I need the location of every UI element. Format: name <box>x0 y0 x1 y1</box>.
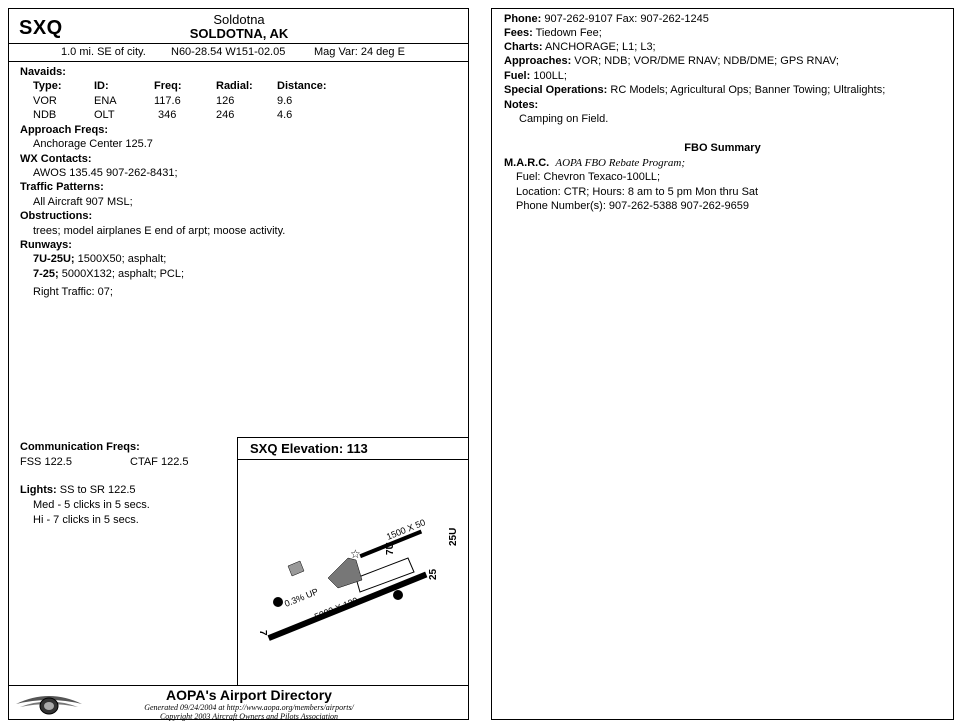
traffic-value: All Aircraft 907 MSL; <box>33 196 133 208</box>
approaches-value: VOR; NDB; VOR/DME RNAV; NDB/DME; GPS RNAV; <box>571 55 839 67</box>
special-ops-line <box>504 84 885 97</box>
fbo-program: AOPA FBO Rebate Program; <box>555 157 685 169</box>
fbo-name-line <box>504 157 685 170</box>
navaids-col-id: ID: <box>94 80 109 92</box>
approach-title: Approach Freqs: <box>20 124 109 136</box>
page-header <box>9 9 468 44</box>
fuel-value: 100LL; <box>530 70 567 82</box>
navaid-id: ENA <box>94 95 117 107</box>
small-runway-right-label: 25U <box>448 527 459 546</box>
charts-value: ANCHORAGE; L1; L3; <box>542 41 656 53</box>
runway-desc: 1500X50; asphalt; <box>74 253 167 265</box>
approach-value: Anchorage Center 125.7 <box>33 138 153 150</box>
navaid-freq: 346 <box>158 109 177 121</box>
phone-line <box>504 13 709 26</box>
navaids-col-type: Type: <box>33 80 62 92</box>
footer-generated: Generated 09/24/2004 at http://www.aopa.org/members/airports/ <box>144 703 354 712</box>
fbo-name: M.A.R.C. <box>504 157 550 169</box>
apron-outline <box>356 558 414 592</box>
fbo-fuel: Fuel: Chevron Texaco-100LL; <box>516 171 661 183</box>
right-traffic: Right Traffic: 07; <box>33 286 113 298</box>
charts-label: Charts: <box>504 41 543 53</box>
fees-line <box>504 27 602 40</box>
lights-med: Med - 5 clicks in 5 secs. <box>33 499 150 511</box>
navaid-freq: 117.6 <box>154 95 181 107</box>
main-runway-left-label: 7 <box>257 630 268 636</box>
runway-id: 7-25; <box>33 268 59 280</box>
special-ops-value: RC Models; Agricultural Ops; Banner Towing; Ultralights; <box>607 84 886 96</box>
airport-details-page <box>491 8 954 720</box>
small-runway-left-label: 7U <box>385 542 396 555</box>
obstructions-title: Obstructions: <box>20 210 93 222</box>
city-name: Soldotna <box>213 12 265 27</box>
fees-label: Fees: <box>504 27 533 39</box>
displaced-label: 0.3% UP <box>283 586 320 609</box>
notes-value: Camping on Field. <box>519 113 609 125</box>
navaid-radial: 246 <box>216 109 235 121</box>
terminal-building <box>328 558 362 588</box>
airport-diagram <box>238 460 468 685</box>
fuel-label: Fuel: <box>504 70 531 82</box>
city-state: SOLDOTNA, AK <box>189 26 289 41</box>
navaids-title: Navaids: <box>20 66 66 78</box>
lights-value: SS to SR 122.5 <box>56 484 136 496</box>
navaids-col-distance: Distance: <box>277 80 327 92</box>
ctaf-freq: CTAF 122.5 <box>130 456 189 468</box>
wx-value: AWOS 135.45 907-262-8431; <box>33 167 178 179</box>
airport-info-page <box>8 8 469 720</box>
location-line <box>9 44 468 62</box>
runway-id: 7U-25U; <box>33 253 75 265</box>
charts-line <box>504 41 656 54</box>
hangar-building <box>288 561 304 576</box>
fbo-location: Location: CTR; Hours: 8 am to 5 pm Mon thru Sat <box>516 186 759 198</box>
main-runway-dims: 5000 X 130 <box>313 595 360 622</box>
navaid-distance: 4.6 <box>277 109 293 121</box>
fbo-phone: Phone Number(s): 907-262-5388 907-262-9659 <box>516 200 749 212</box>
approaches-line <box>504 55 839 68</box>
fuel-line <box>504 70 567 83</box>
obstructions-value: trees; model airplanes E end of arpt; moose activity. <box>33 225 286 237</box>
fss-freq: FSS 122.5 <box>20 456 72 468</box>
coordinates: N60-28.54 W151-02.05 <box>171 46 286 58</box>
navaids-col-radial: Radial: <box>216 80 253 92</box>
runway-item <box>33 253 166 266</box>
notes-label: Notes: <box>504 99 539 111</box>
navaid-type: VOR <box>33 95 57 107</box>
navaid-id: OLT <box>94 109 115 121</box>
approaches-label: Approaches: <box>504 55 572 67</box>
footer-title: AOPA's Airport Directory <box>166 687 332 703</box>
wx-title: WX Contacts: <box>20 153 92 165</box>
fees-value: Tiedown Fee; <box>532 27 602 39</box>
phone-value: 907-262-9107 Fax: 907-262-1245 <box>541 13 709 25</box>
small-runway-dims: 1500 X 50 <box>385 517 427 542</box>
comm-title: Communication Freqs: <box>20 441 140 453</box>
traffic-title: Traffic Patterns: <box>20 181 104 193</box>
divider <box>237 437 468 438</box>
lights-label: Lights: <box>20 484 57 496</box>
beacon-icon: ☆ <box>350 547 361 561</box>
runway-desc: 5000X132; asphalt; PCL; <box>58 268 185 280</box>
fbo-summary-title: FBO Summary <box>684 142 761 154</box>
lights-line <box>20 484 136 497</box>
runways-title: Runways: <box>20 239 72 251</box>
main-runway-right-label: 25 <box>428 568 439 580</box>
lights-hi: Hi - 7 clicks in 5 secs. <box>33 514 139 526</box>
navaid-type: NDB <box>33 109 57 121</box>
navaid-radial: 126 <box>216 95 235 107</box>
arrow-right-icon <box>393 590 403 600</box>
mag-var: Mag Var: 24 deg E <box>314 46 405 58</box>
airport-code: SXQ <box>19 17 63 39</box>
footer-copyright: Copyright 2003 Aircraft Owners and Pilots Association <box>159 712 339 721</box>
arrow-left-icon <box>273 597 283 607</box>
navaid-distance: 9.6 <box>277 95 293 107</box>
special-ops-label: Special Operations: <box>504 84 608 96</box>
runway-item <box>33 268 184 281</box>
distance-text: 1.0 mi. SE of city. <box>61 46 146 58</box>
navaids-col-freq: Freq: <box>154 80 182 92</box>
aopa-logo-icon <box>14 690 84 716</box>
phone-label: Phone: <box>504 13 542 25</box>
divider <box>9 685 468 686</box>
elevation-title: SXQ Elevation: 113 <box>250 441 368 456</box>
